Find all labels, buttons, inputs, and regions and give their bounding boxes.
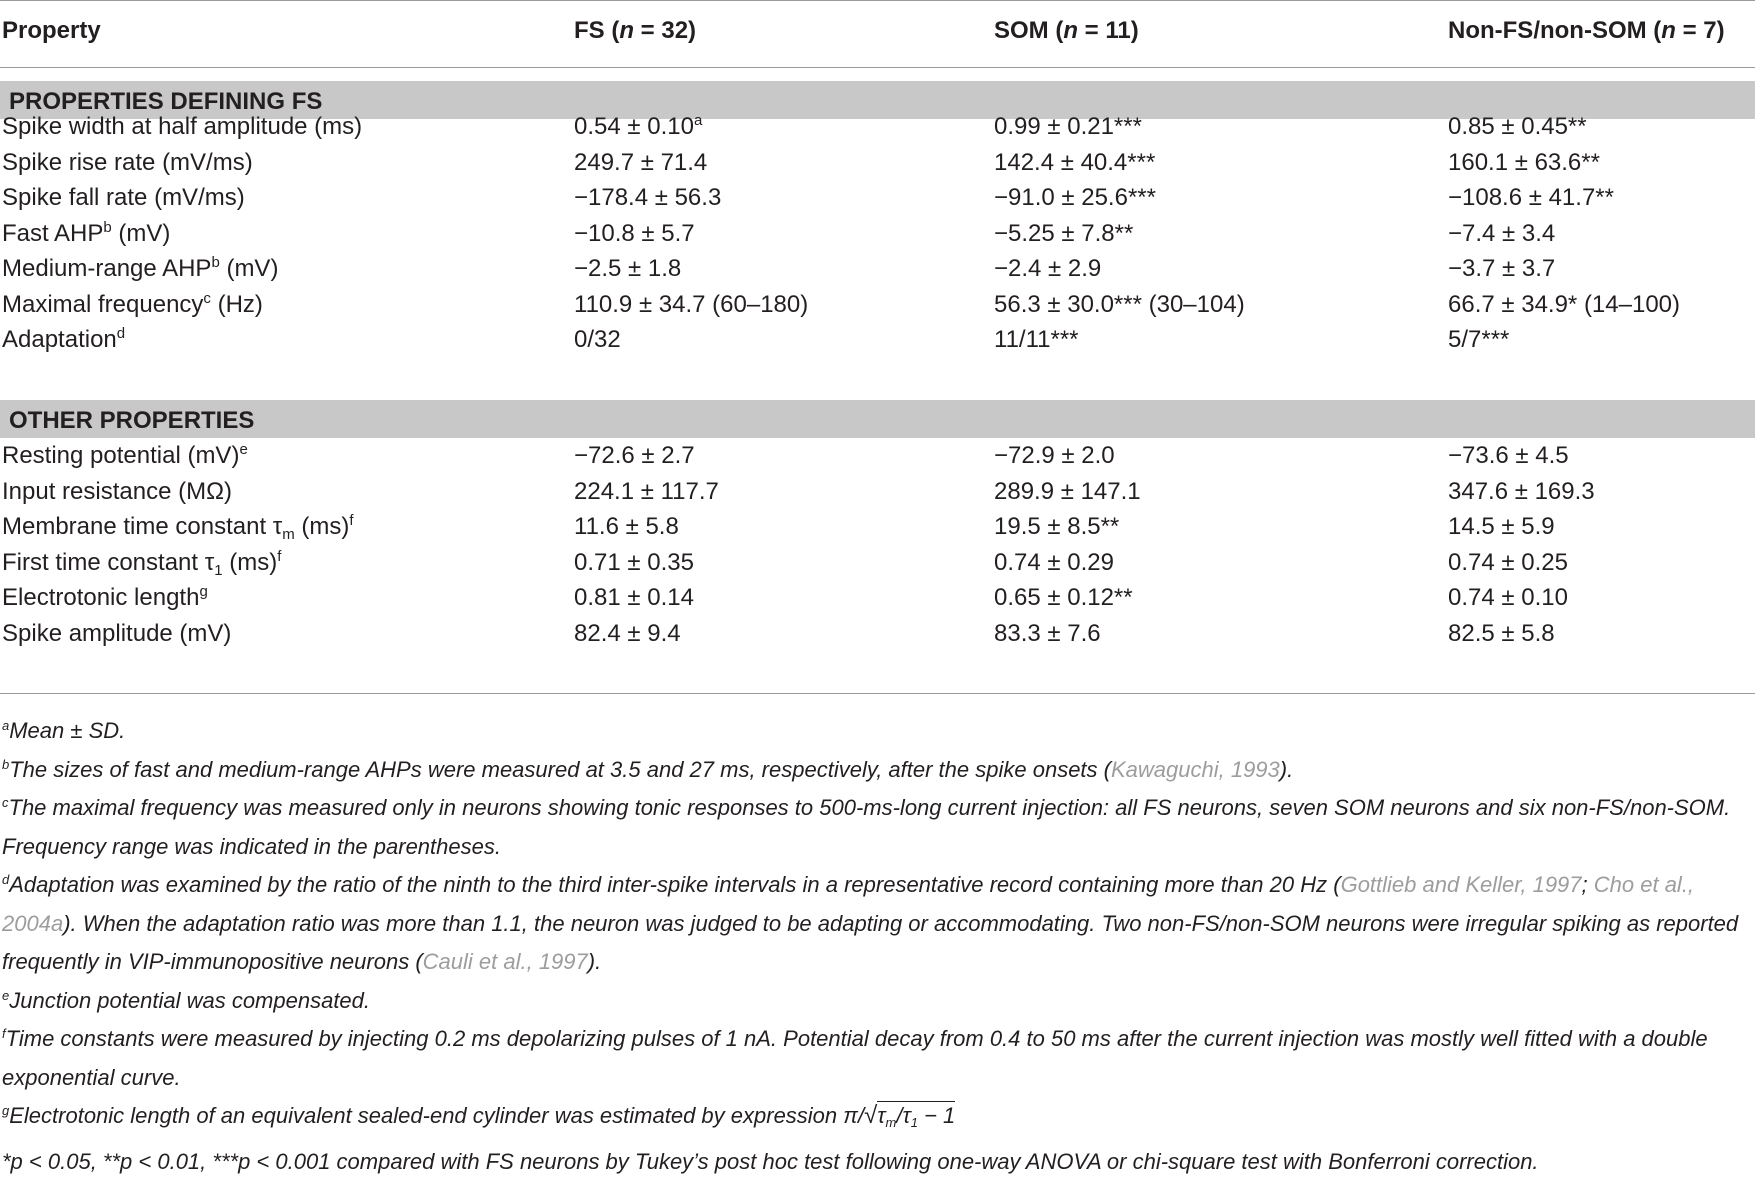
non-fs-non-som-value: 0.74 ± 0.10 — [1448, 584, 1568, 611]
citation-link[interactable]: Gottlieb and Keller, 1997 — [1340, 872, 1582, 897]
table-row — [0, 509, 1755, 545]
sqrt-expression: √τm/τ1 − 1 — [864, 1102, 956, 1130]
non-fs-non-som-value: 0.74 ± 0.25 — [1448, 548, 1568, 576]
non-fs-non-som-value: −73.6 ± 4.5 — [1448, 442, 1569, 469]
header-non-fs-non-som: Non-FS/non-SOM (n = 7) — [1448, 17, 1725, 44]
fs-value: 0.81 ± 0.14 — [574, 584, 694, 611]
non-fs-non-som-value: 0.85 ± 0.45** — [1448, 113, 1587, 140]
table-bottom-rule — [0, 693, 1755, 694]
significance-note: *p < 0.05, **p < 0.01, ***p < 0.001 compared with FS neurons by Tukey’s post hoc test following one-way ANOVA or chi-square test with Bonferroni correction. — [2, 1148, 1539, 1174]
non-fs-non-som-value: −7.4 ± 3.4 — [1448, 219, 1556, 247]
footnote-b: $^b$The sizes of fast and medium-range AHPs were measured at 3.5 and 27 ms, respectively, after the spike onsets (Kawaguchi, 1993). — [2, 756, 1294, 782]
section-title: OTHER PROPERTIES — [9, 407, 255, 434]
footnote-f: $^f$Time constants were measured by injecting 0.2 ms depolarizing pulses of 1 nA. Potential decay from 0.4 to 50 ms after the current injection was mostly well fitted with a double exponential curve. — [2, 1026, 1708, 1090]
non-fs-non-som-value: 66.7 ± 34.9* (14–100) — [1448, 290, 1681, 318]
footnote-d: $^d$Adaptation was examined by the ratio of the ninth to the third inter-spike intervals in a representative record containing more than 20 Hz (Gottlieb and Keller, 1997; Cho et al., 2004a). When the adaptation ratio was more than 1.1, the neuron was judged to be adapting or accommodating. Two non-FS/non-SOM neurons were irregular spiking as reported frequently in VIP-immunopositive neurons (Cauli et al., 1997). — [2, 872, 1739, 974]
non-fs-non-som-value: 347.6 ± 169.3 — [1448, 477, 1595, 505]
footnote-g: $^g$Electrotonic length of an equivalent sealed-end cylinder was estimated by expression π/√τm/τ1 − 1 — [2, 1102, 956, 1130]
table-row — [0, 180, 1755, 216]
som-value: 0.65 ± 0.12** — [994, 584, 1133, 611]
fs-value: 11.6 ± 5.8 — [574, 513, 679, 540]
fs-value: 249.7 ± 71.4 — [574, 148, 708, 176]
som-value: 289.9 ± 147.1 — [994, 477, 1141, 505]
table-footnotes — [2, 712, 1750, 1177]
som-value: 11/11*** — [994, 326, 1079, 353]
table-row — [0, 251, 1755, 287]
property-name: Fast AHP$^b$ (mV) — [2, 218, 171, 247]
non-fs-non-som-value: −108.6 ± 41.7** — [1448, 184, 1614, 211]
property-name: Spike width at half amplitude (ms) — [2, 113, 363, 140]
property-name: Spike rise rate (mV/ms) — [2, 148, 253, 176]
section-header-other-properties — [0, 400, 1755, 438]
non-fs-non-som-value: −3.7 ± 3.7 — [1448, 255, 1556, 282]
property-name: Input resistance (MΩ) — [2, 477, 233, 505]
property-name: Adaptation$^d$ — [2, 325, 126, 353]
fs-value: 82.4 ± 9.4 — [574, 619, 681, 647]
section-title: PROPERTIES DEFINING FS — [9, 88, 323, 115]
header-property: Property — [2, 17, 101, 44]
non-fs-non-som-value: 160.1 ± 63.6** — [1448, 148, 1600, 176]
fs-value: −72.6 ± 2.7 — [574, 442, 695, 469]
property-name: Membrane time constant $\tau_m$ (ms)$^f$ — [2, 512, 354, 543]
footnote-e: $^e$Junction potential was compensated. — [2, 987, 371, 1013]
fs-value: −178.4 ± 56.3 — [574, 184, 722, 211]
property-name: Resting potential (mV)$^e$ — [2, 441, 248, 469]
fs-value: 0.71 ± 0.35 — [574, 548, 694, 576]
footnote-a: $^a$Mean ± SD. — [2, 718, 126, 743]
table-row — [0, 287, 1755, 323]
som-value: −91.0 ± 25.6*** — [994, 184, 1156, 211]
fs-value: −10.8 ± 5.7 — [574, 219, 695, 247]
fs-value: 0.54 ± 0.10$^a$ — [574, 112, 703, 140]
non-fs-non-som-value: 14.5 ± 5.9 — [1448, 513, 1555, 540]
table-row — [0, 580, 1755, 616]
header-som: SOM (n = 11) — [994, 17, 1139, 44]
table-row — [0, 616, 1755, 652]
citation-link[interactable]: Cauli et al., 1997 — [422, 949, 588, 974]
property-name: Medium-range AHP$^b$ (mV) — [2, 254, 279, 282]
fs-value: 224.1 ± 117.7 — [574, 477, 719, 505]
table-row — [0, 438, 1755, 474]
fs-value: 110.9 ± 34.7 (60–180) — [574, 290, 809, 318]
table-row — [0, 474, 1755, 510]
table-row — [0, 145, 1755, 181]
footnote-c: $^c$The maximal frequency was measured only in neurons showing tonic responses to 500-ms-long current injection: all FS neurons, seven SOM neurons and six non-FS/non-SOM. Frequency range was indicated in the parentheses. — [2, 795, 1731, 859]
table-row — [0, 109, 1755, 145]
header-fs: FS (n = 32) — [574, 17, 697, 44]
table-row — [0, 545, 1755, 581]
non-fs-non-som-value: 5/7*** — [1448, 326, 1510, 353]
fs-value: 0/32 — [574, 326, 621, 353]
table-row — [0, 216, 1755, 252]
citation-link[interactable]: Cho et al., 2004a — [2, 872, 1695, 936]
fs-value: −2.5 ± 1.8 — [574, 255, 682, 282]
property-name: First time constant $\tau_1$ (ms)$^f$ — [2, 547, 282, 579]
property-name: Electrotonic length$^g$ — [2, 583, 208, 611]
header-rule — [0, 67, 1755, 68]
non-fs-non-som-value: 82.5 ± 5.8 — [1448, 619, 1555, 647]
som-value: 56.3 ± 30.0*** (30–104) — [994, 290, 1245, 318]
som-value: 83.3 ± 7.6 — [994, 619, 1101, 647]
property-name: Spike fall rate (mV/ms) — [2, 184, 245, 211]
property-name: Spike amplitude (mV) — [2, 619, 232, 647]
som-value: −5.25 ± 7.8** — [994, 219, 1134, 247]
som-value: 142.4 ± 40.4*** — [994, 148, 1156, 176]
table-header-row — [0, 0, 1755, 66]
som-value: −72.9 ± 2.0 — [994, 442, 1115, 469]
som-value: 19.5 ± 8.5** — [994, 513, 1120, 540]
som-value: −2.4 ± 2.9 — [994, 255, 1102, 282]
citation-link[interactable]: Kawaguchi, 1993 — [1110, 756, 1280, 782]
table-row — [0, 322, 1755, 358]
som-value: 0.74 ± 0.29 — [994, 548, 1114, 576]
som-value: 0.99 ± 0.21*** — [994, 113, 1142, 140]
property-name: Maximal frequency$^c$ (Hz) — [2, 289, 263, 318]
